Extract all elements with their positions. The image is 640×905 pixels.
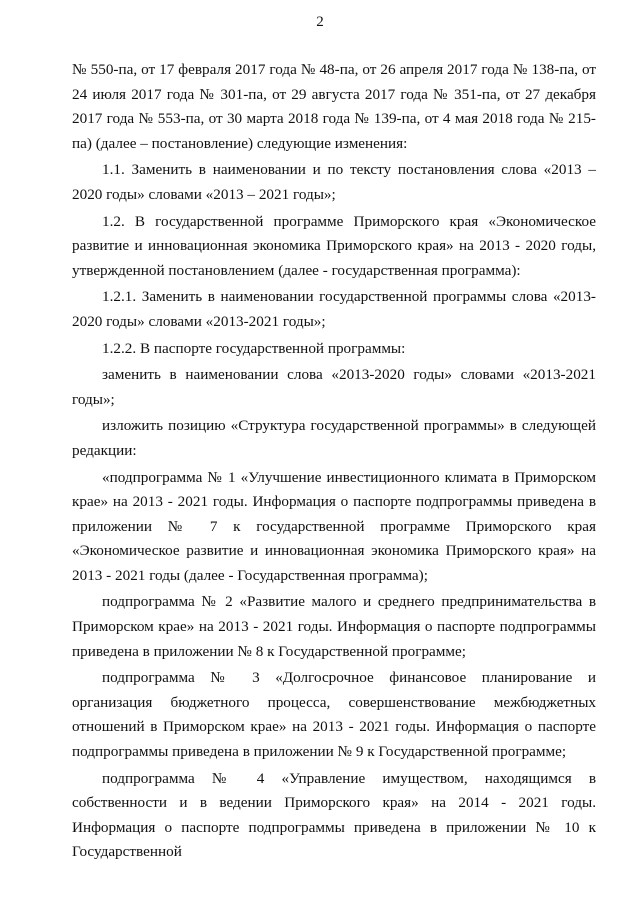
paragraph-intro: № 550-па, от 17 февраля 2017 года № 48-па, от 26 апреля 2017 года № 138-па, от 24 июля 2017 года № 301-па, от 29 августа 2017 года № 351-па, от 27 декабря 2017 года № 553-па, от 30 марта 2018 года № 139-па, от 4 мая 2018 года № 215-па) (далее – постановление) следующие изменения: [72, 61, 596, 152]
paragraph-subprogram-2: подпрограмма № 2 «Развитие малого и среднего предпринимательства в Приморском крае» на 2013 - 2021 годы. Информация о паспорте подпрограммы приведена в приложении № 8 к Государственной программе; [72, 593, 596, 660]
paragraph-structure-position: изложить позицию «Структура государственной программы» в следующей редакции: [72, 417, 596, 459]
paragraph-1-2: 1.2. В государственной программе Приморского края «Экономическое развитие и инновационная экономика Приморского края» на 2013 - 2020 годы, утвержденной постановлением (далее - государственная программа): [72, 212, 596, 279]
document-body [72, 58, 596, 867]
page-number: 2 [316, 14, 324, 30]
paragraph-1-1: 1.1. Заменить в наименовании и по тексту постановления слова «2013 – 2020 годы» словами «2013 – 2021 годы»; [72, 161, 596, 203]
paragraph-1-2-1: 1.2.1. Заменить в наименовании государственной программы слова «2013-2020 годы» словами «2013-2021 годы»; [72, 288, 596, 330]
paragraph-subprogram-4: подпрограмма № 4 «Управление имуществом, находящимся в собственности и в ведении Приморского края» на 2014 - 2021 годы. Информация о паспорте подпрограммы приведена в приложении № 10 к Государственной [72, 769, 596, 861]
paragraph-1-2-2: 1.2.2. В паспорте государственной программы: [102, 339, 406, 357]
paragraph-replace-name: заменить в наименовании слова «2013-2020 годы» словами «2013-2021 годы»; [72, 366, 596, 408]
paragraph-subprogram-1: «подпрограмма № 1 «Улучшение инвестиционного климата в Приморском крае» на 2013 - 2021 годы. Информация о паспорте подпрограммы приведена в приложении № 7 к государственной программе Приморского края «Экономическое развитие и инновационная экономика Приморского края» на 2013 - 2021 годы (далее - Государственная программа); [72, 468, 596, 584]
paragraph-subprogram-3: подпрограмма № 3 «Долгосрочное финансовое планирование и организация бюджетного процесса, совершенствование межбюджетных отношений в Приморском крае» на 2013 - 2021 годы. Информация о паспорте подпрограммы приведена в приложении № 9 к Государственной программе; [72, 669, 596, 761]
